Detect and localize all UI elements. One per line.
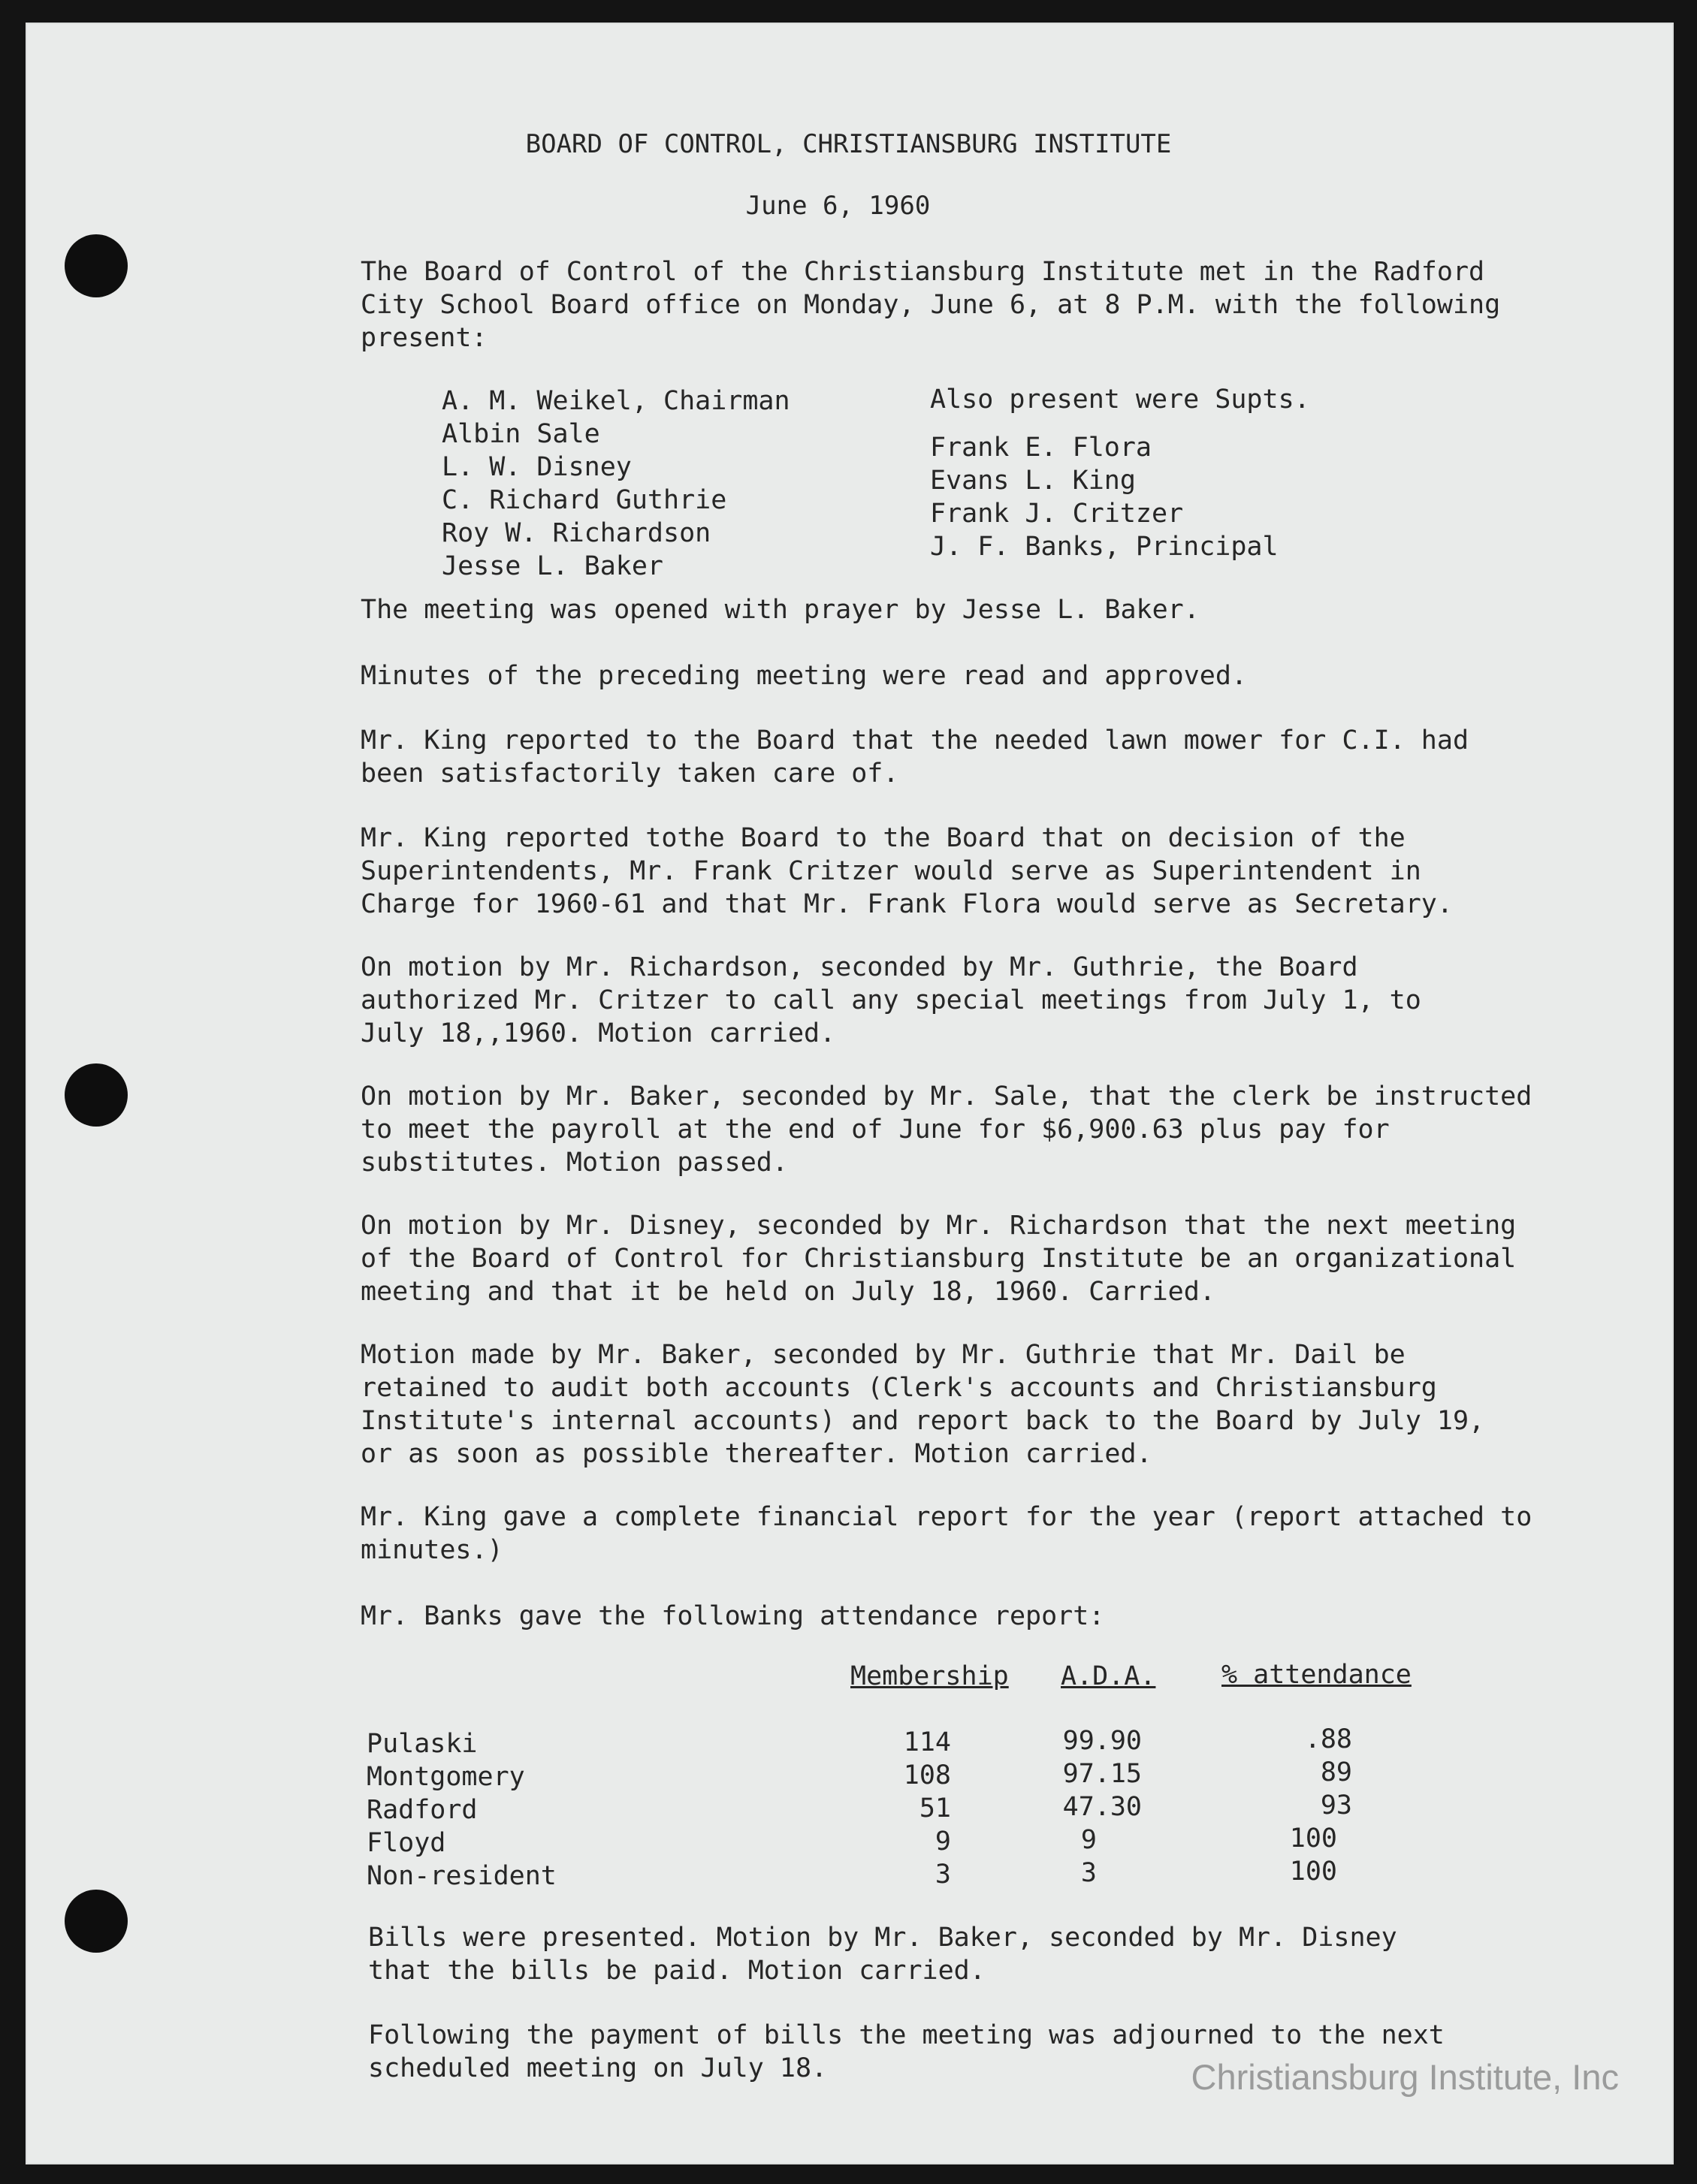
paragraph-line: Following the payment of bills the meeting was adjourned to the next — [368, 2020, 1445, 2050]
also-present-list — [930, 383, 1310, 563]
members-list — [442, 385, 790, 583]
intro-line: City School Board office on Monday, June 6, at 8 P.M. with the following — [361, 290, 1501, 320]
punch-hole-bottom — [65, 1890, 128, 1953]
punch-hole-top — [65, 234, 128, 297]
header-percent-attendance: % attendance — [1221, 1660, 1412, 1690]
attendance-ada: 97.15 — [1062, 1759, 1142, 1789]
paragraph-bills — [368, 1921, 1397, 1987]
intro-paragraph — [361, 255, 1500, 354]
paragraph-line: scheduled meeting on July 18. — [368, 2053, 828, 2083]
paragraph-line: Institute's internal accounts) and report back to the Board by July 19, — [361, 1406, 1485, 1436]
attendance-percent: 93 — [1320, 1790, 1352, 1821]
document-date: June 6, 1960 — [745, 191, 931, 221]
attendance-county: Pulaski — [367, 1729, 478, 1759]
attendance-ada: 9 — [1080, 1825, 1097, 1855]
attendance-membership: 108 — [903, 1760, 951, 1790]
attendance-percent: .88 — [1304, 1724, 1352, 1754]
paragraph-line: Bills were presented. Motion by Mr. Baker, seconded by Mr. Disney — [368, 1923, 1397, 1953]
header-membership: Membership — [850, 1661, 1009, 1691]
punch-hole-middle — [65, 1063, 128, 1127]
paragraph-line: retained to audit both accounts (Clerk's accounts and Christiansburg — [361, 1373, 1437, 1403]
attendance-county: Radford — [367, 1795, 478, 1825]
paragraph-line: meeting and that it be held on July 18, 1960. Carried. — [361, 1277, 1215, 1307]
paragraph-line: Minutes of the preceding meeting were read and approved. — [361, 661, 1248, 691]
paragraph-next-meeting — [361, 1209, 1516, 1308]
paragraph-line: Mr. King reported to the Board that the needed lawn mower for C.I. had — [361, 725, 1469, 756]
document-title: BOARD OF CONTROL, CHRISTIANSBURG INSTITUTE — [525, 129, 1172, 159]
paragraph-line: On motion by Mr. Baker, seconded by Mr. Sale, that the clerk be instructed — [361, 1081, 1532, 1112]
attendance-ada: 3 — [1080, 1858, 1097, 1888]
intro-line: The Board of Control of the Christiansburg Institute met in the Radford — [361, 257, 1485, 287]
paragraph-minutes — [361, 659, 1247, 692]
paragraph-line: July 18,,1960. Motion carried. — [361, 1018, 836, 1048]
paragraph-audit — [361, 1338, 1484, 1471]
attendance-membership: 9 — [935, 1827, 951, 1857]
intro-line: present: — [361, 323, 488, 353]
paragraph-line: Mr. King reported tothe Board to the Board that on decision of the — [361, 823, 1406, 853]
attendance-county: Non-resident — [367, 1861, 557, 1891]
paragraph-attendance-intro — [361, 1600, 1104, 1633]
member-name: Roy W. Richardson — [442, 518, 711, 548]
attendance-ada: 47.30 — [1062, 1792, 1142, 1822]
attendance-membership: 3 — [935, 1860, 951, 1890]
paragraph-line: or as soon as possible thereafter. Motion carried. — [361, 1439, 1152, 1469]
member-name: Jesse L. Baker — [442, 551, 664, 581]
paragraph-line: substitutes. Motion passed. — [361, 1148, 788, 1178]
supt-name: Frank J. Critzer — [930, 499, 1184, 529]
paragraph-line: of the Board of Control for Christiansburg Institute be an organizational — [361, 1244, 1517, 1274]
attendance-county: Montgomery — [367, 1762, 525, 1792]
paragraph-special-meetings — [361, 951, 1421, 1050]
paragraph-line: been satisfactorily taken care of. — [361, 759, 899, 789]
attendance-percent: 100 — [1289, 1824, 1337, 1854]
paragraph-line: On motion by Mr. Disney, seconded by Mr. Richardson that the next meeting — [361, 1211, 1517, 1241]
paragraph-financial-report — [361, 1501, 1532, 1567]
supt-name: Frank E. Flora — [930, 433, 1152, 463]
attendance-county: Floyd — [367, 1828, 446, 1858]
paragraph-line: Mr. King gave a complete financial report for the year (report attached to — [361, 1502, 1532, 1532]
watermark: Christiansburg Institute, Inc — [1191, 2057, 1619, 2097]
paragraph-line: that the bills be paid. Motion carried. — [368, 1956, 986, 1986]
member-name: Albin Sale — [442, 419, 600, 449]
paragraph-line: minutes.) — [361, 1535, 503, 1565]
paragraph-line: authorized Mr. Critzer to call any special meetings from July 1, to — [361, 985, 1421, 1015]
member-name: L. W. Disney — [442, 452, 632, 482]
paragraph-prayer — [361, 593, 1200, 626]
paragraph-lawn-mower — [361, 724, 1469, 790]
attendance-percent: 89 — [1320, 1757, 1352, 1787]
paragraph-payroll — [361, 1080, 1532, 1179]
paragraph-line: Charge for 1960-61 and that Mr. Frank Flora would serve as Secretary. — [361, 889, 1453, 919]
paragraph-superintendent — [361, 822, 1453, 921]
attendance-ada: 99.90 — [1062, 1726, 1142, 1756]
member-name: A. M. Weikel, Chairman — [442, 386, 790, 416]
paragraph-line: The meeting was opened with prayer by Jesse L. Baker. — [361, 595, 1200, 625]
attendance-membership: 114 — [903, 1727, 951, 1757]
supt-name: J. F. Banks, Principal — [930, 532, 1279, 562]
paragraph-line: Mr. Banks gave the following attendance report: — [361, 1601, 1105, 1631]
member-name: C. Richard Guthrie — [442, 485, 727, 515]
attendance-percent: 100 — [1289, 1857, 1337, 1887]
supt-name: Evans L. King — [930, 466, 1136, 496]
paragraph-line: Motion made by Mr. Baker, seconded by Mr. Guthrie that Mr. Dail be — [361, 1340, 1406, 1370]
attendance-membership: 51 — [919, 1793, 951, 1824]
paragraph-line: On motion by Mr. Richardson, seconded by Mr. Guthrie, the Board — [361, 952, 1358, 982]
paragraph-line: Superintendents, Mr. Frank Critzer would serve as Superintendent in — [361, 856, 1421, 886]
also-present-heading: Also present were Supts. — [930, 385, 1310, 415]
header-ada: A.D.A. — [1061, 1661, 1156, 1691]
paragraph-line: to meet the payroll at the end of June for $6,900.63 plus pay for — [361, 1115, 1390, 1145]
